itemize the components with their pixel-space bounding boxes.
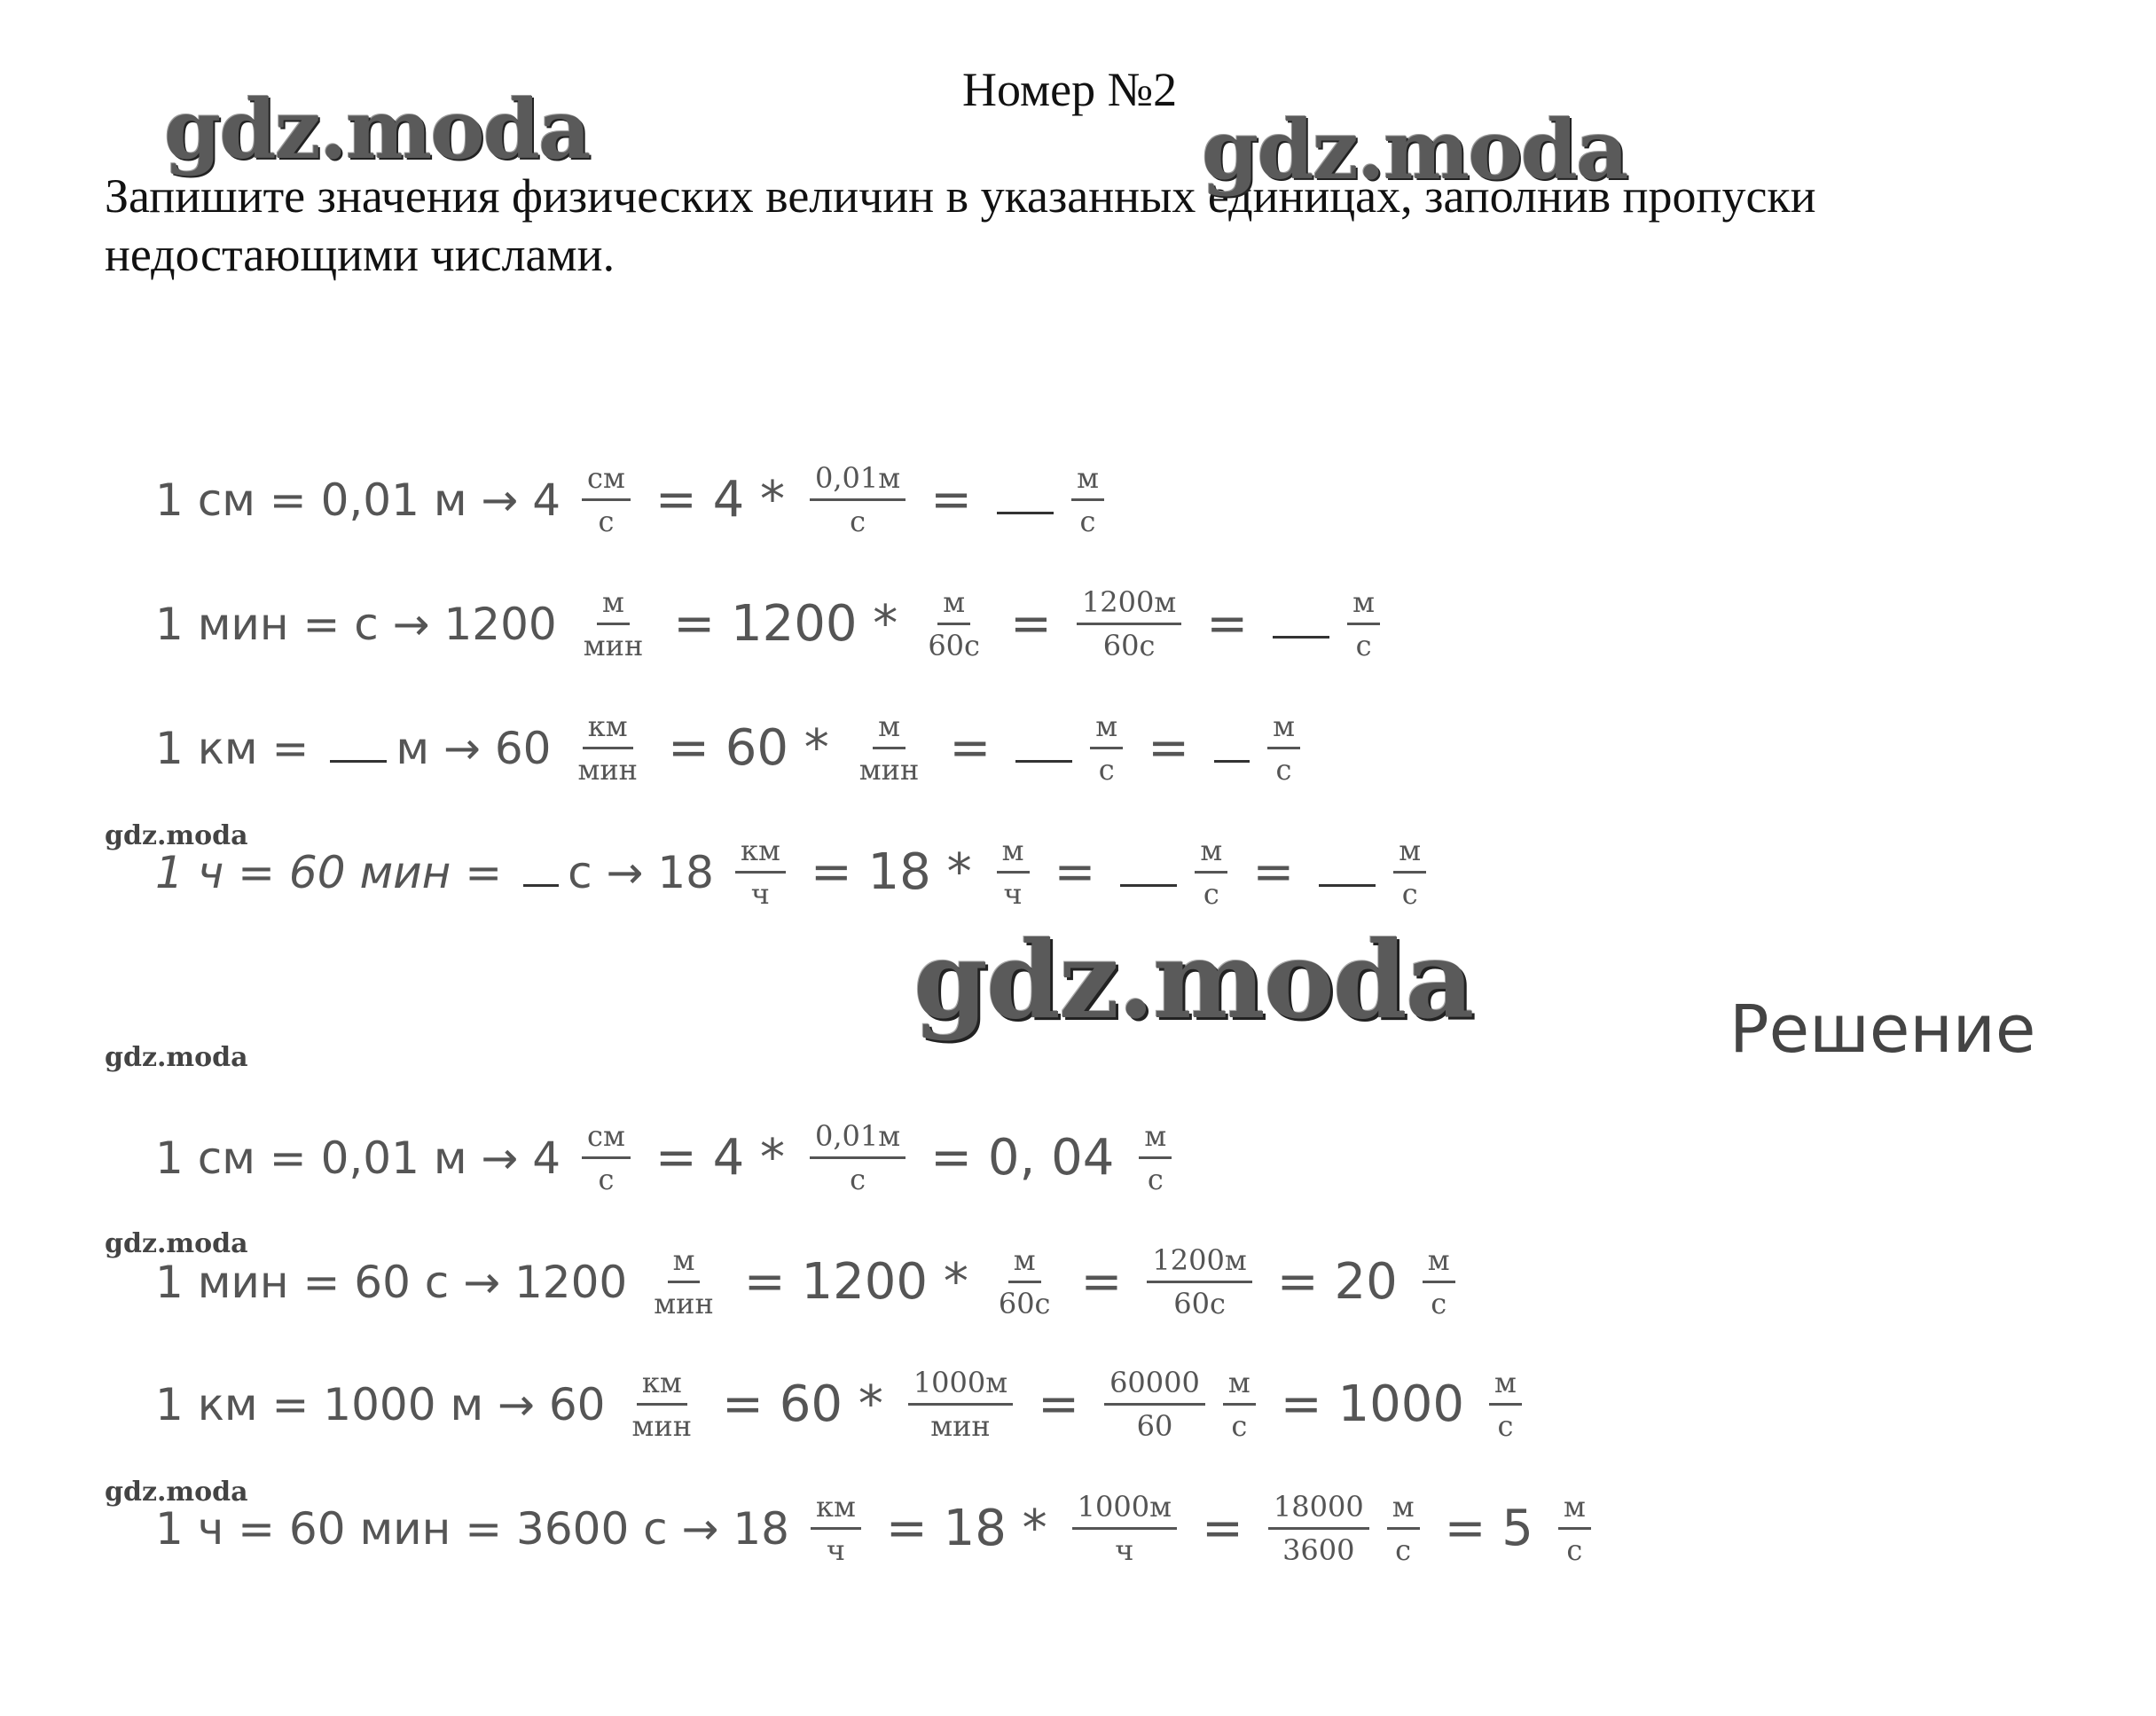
- fraction: $\frac{м}{с}$: [1223, 1366, 1256, 1443]
- fraction: $\frac{1000м}{\text{мин}}$: [908, 1366, 1013, 1443]
- watermark-small: gdz.moda: [105, 1042, 248, 1073]
- answer-blank: [330, 733, 387, 763]
- answer-blank: [1319, 858, 1376, 887]
- watermark-small: gdz.moda: [105, 820, 248, 851]
- watermark-logo: gdz.moda: [913, 918, 1473, 1043]
- watermark-small: gdz.moda: [105, 1228, 248, 1259]
- fraction: $\frac{м}{с}$: [1139, 1119, 1172, 1196]
- problem-line-4: 1 ч = 60 мин = с → 18 $\frac{км}{ч}$ = 18 * $\frac{м}{ч}$ = $\frac{м}{с}$ = $\frac{м}{с}$: [155, 834, 1435, 911]
- fraction: $\frac{м}{с}$: [1347, 585, 1380, 662]
- fraction: $\frac{0,01м}{с}$: [810, 1119, 906, 1196]
- fraction: $\frac{км}{\text{мин}}$: [631, 1366, 693, 1443]
- fraction: $\frac{1200м}{60с}$: [1077, 585, 1181, 662]
- fraction: $\frac{18000}{3600}$: [1268, 1490, 1369, 1567]
- watermark-small: gdz.moda: [105, 1477, 248, 1508]
- fraction: $\frac{м}{с}$: [1423, 1243, 1455, 1320]
- fraction: $\frac{км}{ч}$: [735, 834, 786, 911]
- fraction: $\frac{м}{\text{мин}}$: [583, 585, 644, 662]
- fraction: $\frac{м}{с}$: [1393, 834, 1426, 911]
- fraction: $\frac{1000м}{ч}$: [1072, 1490, 1177, 1567]
- fraction: $\frac{км}{ч}$: [811, 1490, 861, 1567]
- answer-blank: [523, 858, 559, 887]
- fraction: $\frac{м}{с}$: [1090, 709, 1123, 787]
- watermark-logo: gdz.moda: [164, 82, 590, 177]
- problem-line-1: 1 см = 0,01 м → 4 $\frac{см}{с}$ = 4 * $\frac{0,01м}{с}$ = $\frac{м}{с}$: [155, 461, 1113, 538]
- solution-line-2: 1 мин = 60 с → 1200 $\frac{м}{\text{мин}}$ = 1200 * $\frac{м}{60с}$ = $\frac{1200м}{60с}$ = 20 $\frac{м}{с}$: [155, 1243, 1464, 1320]
- fraction: $\frac{1200м}{60с}$: [1147, 1243, 1251, 1320]
- fraction: $\frac{см}{с}$: [582, 461, 631, 538]
- answer-blank: [1120, 858, 1177, 887]
- problem-line-2: 1 мин = с → 1200 $\frac{м}{\text{мин}}$ = 1200 * $\frac{м}{60с}$ = $\frac{1200м}{60с}$ = $\frac{м}{с}$: [155, 585, 1389, 662]
- fraction: $\frac{см}{с}$: [582, 1119, 631, 1196]
- fraction: $\frac{м}{\text{мин}}$: [858, 709, 920, 787]
- fraction: $\frac{м}{60с}$: [928, 585, 980, 662]
- fraction: $\frac{км}{\text{мин}}$: [577, 709, 638, 787]
- solution-line-3: 1 км = 1000 м → 60 $\frac{км}{\text{мин}}$ = 60 * $\frac{1000м}{\text{мин}}$ = $\frac{60000}{60}$ $\frac{м}{с}$ = 1000 $\frac{м}{с}$: [155, 1366, 1531, 1443]
- answer-blank: [1214, 733, 1250, 763]
- solution-heading: Решение: [1729, 991, 2036, 1068]
- task-text: Запишите значения физических величин в указанных единицах, заполнив пропуски недостающими числами.: [105, 169, 1816, 281]
- watermark-logo: gdz.moda: [1202, 102, 1627, 198]
- fraction: $\frac{м}{ч}$: [997, 834, 1030, 911]
- fraction: $\frac{м}{с}$: [1267, 709, 1300, 787]
- problem-line-3: 1 км = м → 60 $\frac{км}{\text{мин}}$ = 60 * $\frac{м}{\text{мин}}$ = $\frac{м}{с}$ = $\frac{м}{с}$: [155, 709, 1309, 787]
- fraction: $\frac{м}{с}$: [1489, 1366, 1522, 1443]
- fraction: $\frac{60000}{60}$: [1104, 1366, 1205, 1443]
- answer-blank: [997, 485, 1054, 514]
- solution-line-4: 1 ч = 60 мин = 3600 с → 18 $\frac{км}{ч}$ = 18 * $\frac{1000м}{ч}$ = $\frac{18000}{3600}$ $\frac{м}{с}$ = 5 $\frac{м}{с}$: [155, 1490, 1600, 1567]
- page-title: Номер №2: [962, 63, 1178, 116]
- answer-blank: [1015, 733, 1072, 763]
- fraction: $\frac{м}{с}$: [1071, 461, 1104, 538]
- fraction: $\frac{м}{с}$: [1387, 1490, 1420, 1567]
- fraction: $\frac{м}{60с}$: [998, 1243, 1051, 1320]
- fraction: $\frac{м}{с}$: [1558, 1490, 1591, 1567]
- solution-line-1: 1 см = 0,01 м → 4 $\frac{см}{с}$ = 4 * $\frac{0,01м}{с}$ = 0, 04 $\frac{м}{с}$: [155, 1119, 1180, 1196]
- fraction: $\frac{м}{\text{мин}}$: [654, 1243, 714, 1320]
- fraction: $\frac{м}{с}$: [1195, 834, 1227, 911]
- answer-blank: [1273, 609, 1329, 639]
- fraction: $\frac{0,01м}{с}$: [810, 461, 906, 538]
